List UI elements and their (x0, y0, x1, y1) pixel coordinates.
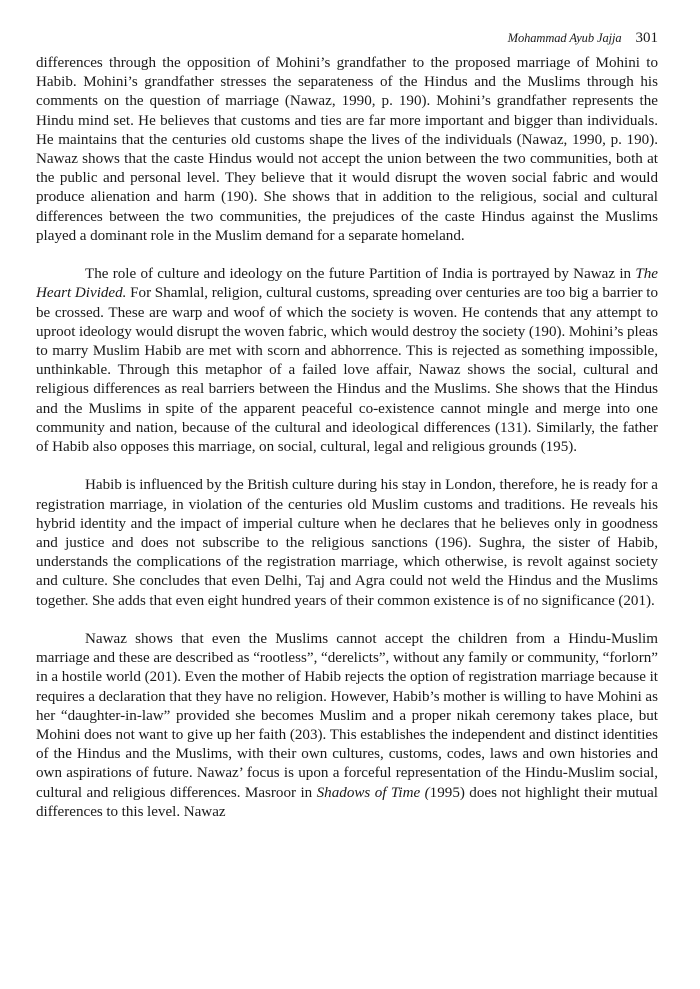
book-title: Shadows of Time ( (316, 784, 430, 801)
paragraph-text: Nawaz shows that even the Muslims cannot accept the children from a Hindu-Muslim marriage and these are described as “rootless”, “derelicts”, without any family or community, “forlorn” in a hostile world (201). Even the mother of Habib rejects the option of registration marriage because it requires a declaration that they have no religion. However, Habib’s mother is willing to have Mohini as her “daughter-in-law” provided she becomes Muslim and a proper nikah ceremony takes place, but Mohini does not want to give up her faith (203). This establishes the independent and distinct identities of the Hindus and the Muslims, with their own cultures, customs, codes, laws and own histories and own aspirations of future. Nawaz’ focus is upon a forceful representation of the Hindu-Muslim social, cultural and religious differences. Masroor in (36, 631, 658, 801)
running-header (36, 30, 658, 54)
running-header-author: Mohammad Ayub Jajja (507, 31, 622, 45)
paragraph-text: The role of culture and ideology on the future Partition of India is portrayed by Nawaz in (85, 266, 636, 283)
paragraph-text: 1995) does not highlight their mutual differences to this level. Nawaz (36, 784, 658, 820)
paragraph (36, 265, 658, 457)
paragraph (36, 54, 658, 246)
body-text (36, 54, 658, 822)
page-number: 301 (635, 30, 658, 46)
paragraph-text: differences through the opposition of Mohini’s grandfather to the proposed marriage of Mohini to Habib. Mohini’s grandfather stresses the separateness of the Hindus and the Muslims through his comments on the question of marriage (Nawaz, 1990, p. 190). Mohini’s grandfather represents the Hindu mind set. He believes that customs and ties are far more important and bigger than individuals. He maintains that the centuries old customs shape the lives of the individuals (Nawaz, 1990, p. 190). Nawaz shows that the caste Hindus would not accept the union between the two communities, both at the public and personal level. They believe that it would disrupt the woven social fabric and would produce alienation and harm (190). She shows that in addition to the religious, social and cultural differences between the two communities, the prejudices of the caste Hindus against the Muslims played a dominant role in the Muslim demand for a separate homeland. (36, 55, 658, 244)
paragraph (36, 476, 658, 610)
document-page (36, 30, 658, 985)
paragraph-text: Habib is influenced by the British culture during his stay in London, therefore, he is ready for a registration marriage, in violation of the centuries old Muslim customs and traditions. He reveals his hybrid identity and the impact of imperial culture when he declares that he believes only in goodness and justice and does not subscribe to the religious sanctions (196). Sughra, the sister of Habib, understands the complications of the registration marriage, which otherwise, is revolt against society and culture. She concludes that even Delhi, Taj and Agra could not weld the Hindus and the Muslims together. She adds that even eight hundred years of their common existence is of no significance (201). (36, 477, 658, 609)
book-title: The Heart Divided. (36, 266, 658, 302)
paragraph (36, 630, 658, 822)
paragraph-text: For Shamlal, religion, cultural customs, spreading over centuries are too big a barrier to be crossed. These are warp and woof of which the society is woven. He contends that any attempt to uproot ideology would disrupt the woven fabric, which would destroy the society (190). Mohini’s pleas to marry Muslim Habib are met with scorn and abhorrence. This is rejected as something impossible, unthinkable. Through this metaphor of a failed love affair, Nawaz shows the social, cultural and religious differences as real barriers between the Hindus and the Muslims. She shows that the Hindus and the Muslims in spite of the apparent peaceful co-existence cannot mingle and merge into one community and nation, because of the cultural and ideological differences (131). Similarly, the father of Habib also opposes this marriage, on social, cultural, legal and religious grounds (195). (36, 285, 658, 456)
